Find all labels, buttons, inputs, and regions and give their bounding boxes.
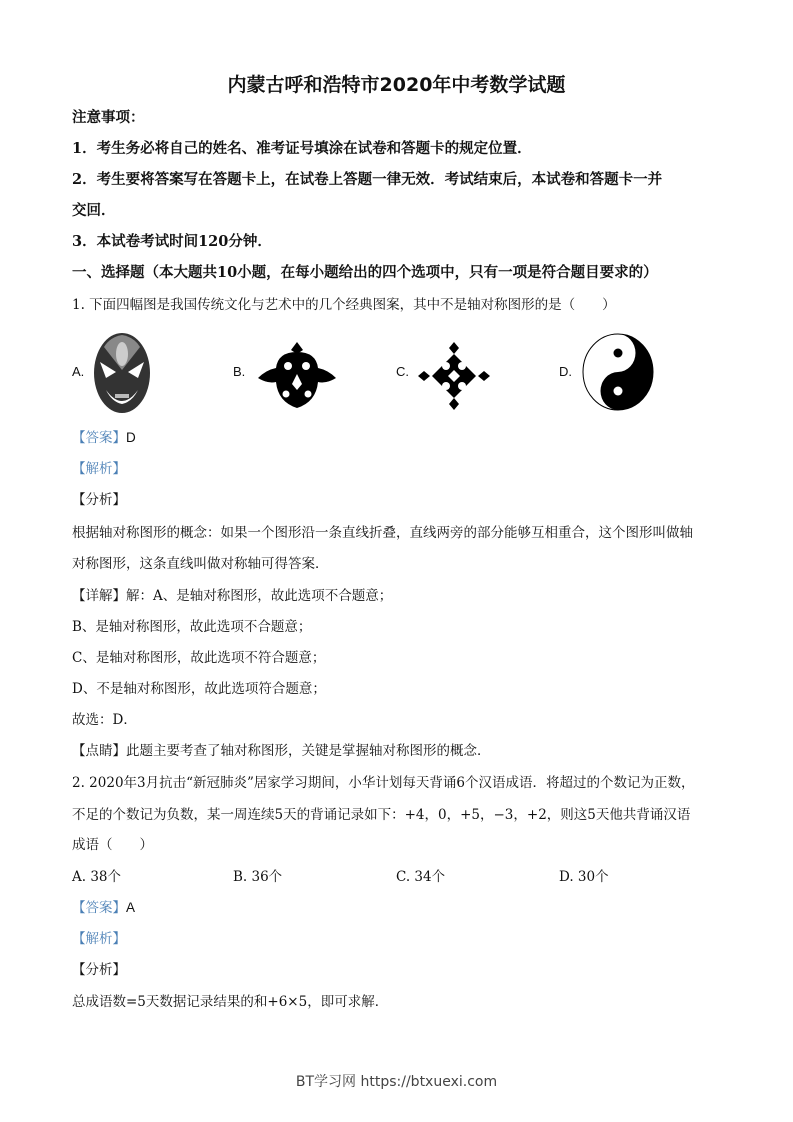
q2-option-c: C. 34个 [396, 869, 446, 885]
notice-heading: 注意事项： [72, 109, 145, 126]
q1-option-c-label: C. [396, 364, 409, 379]
diamond-pattern-icon [416, 340, 492, 412]
notice-item: 1．考生务必将自己的姓名、准考证号填涂在试卷和答题卡的规定位置． [72, 140, 532, 157]
q1-analysis-line: 对称图形，这条直线叫做对称轴可得答案． [72, 556, 329, 572]
notice-item: 3．本试卷考试时间120分钟． [72, 233, 272, 250]
q2-answer [72, 898, 135, 918]
q1-analysis-line: 根据轴对称图形的概念：如果一个图形沿一条直线折叠，直线两旁的部分能够互相重合，这个图形叫做轴 [72, 525, 693, 541]
notice-item: 交回． [72, 202, 116, 219]
yin-yang-icon [582, 333, 654, 411]
q1-option-a-label: A. [72, 364, 85, 379]
answer-value: D [126, 430, 136, 445]
answer-label: 【答案】 [72, 900, 126, 916]
q2-option-b: B. 36个 [233, 869, 283, 885]
q1-fenxi-label: 【分析】 [72, 492, 126, 508]
q1-jiexi-label: 【解析】 [72, 461, 126, 477]
q2-option-d: D. 30个 [559, 869, 609, 885]
q2-stem-line: 2. 2020年3月抗击“新冠肺炎”居家学习期间，小华计划每天背诵6个汉语成语．将超过的个数记为正数， [72, 775, 695, 791]
q2-analysis: 总成语数=5天数据记录结果的和+6×5，即可求解． [72, 994, 389, 1010]
footer-watermark: BT学习网 https://btxuexi.com [295, 1074, 498, 1090]
q1-detail-line: 【详解】解：A、是轴对称图形，故此选项不合题意； [72, 588, 393, 604]
opera-mask-icon [92, 332, 152, 414]
section-heading: 一、选择题（本大题共10小题，在每小题给出的四个选项中，只有一项是符合题目要求的） [72, 264, 658, 281]
q1-detail-line: C、是轴对称图形，故此选项不符合题意； [72, 650, 326, 666]
q1-detail-line: D、不是轴对称图形，故此选项符合题意； [72, 681, 326, 697]
q2-option-a: A. 38个 [72, 869, 122, 885]
q1-detail-line: 故选：D． [72, 712, 137, 728]
notice-item: 2．考生要将答案写在答题卡上，在试卷上答题一律无效．考试结束后，本试卷和答题卡一并 [72, 171, 663, 188]
q1-stem: 1. 下面四幅图是我国传统文化与艺术中的几个经典图案，其中不是轴对称图形的是（ ） [72, 297, 616, 313]
q1-detail-line: B、是轴对称图形，故此选项不合题意； [72, 619, 312, 635]
q1-option-b-label: B. [233, 364, 246, 379]
q2-jiexi-label: 【解析】 [72, 931, 126, 947]
q2-stem-line: 成语（ ） [72, 837, 153, 853]
answer-label: 【答案】 [72, 430, 126, 446]
page-title: 内蒙古呼和浩特市2020年中考数学试题 [227, 74, 566, 96]
q1-option-d-label: D. [559, 364, 572, 379]
ornament-pattern-icon [256, 340, 338, 410]
q1-dianjing: 【点睛】此题主要考查了轴对称图形，关键是掌握轴对称图形的概念． [72, 743, 491, 759]
q1-answer [72, 428, 136, 448]
q2-fenxi-label: 【分析】 [72, 962, 126, 978]
q2-stem-line: 不足的个数记为负数，某一周连续5天的背诵记录如下：+4，0，+5，−3，+2，则这5天他共背诵汉语 [72, 807, 691, 823]
answer-value: A [126, 900, 136, 915]
